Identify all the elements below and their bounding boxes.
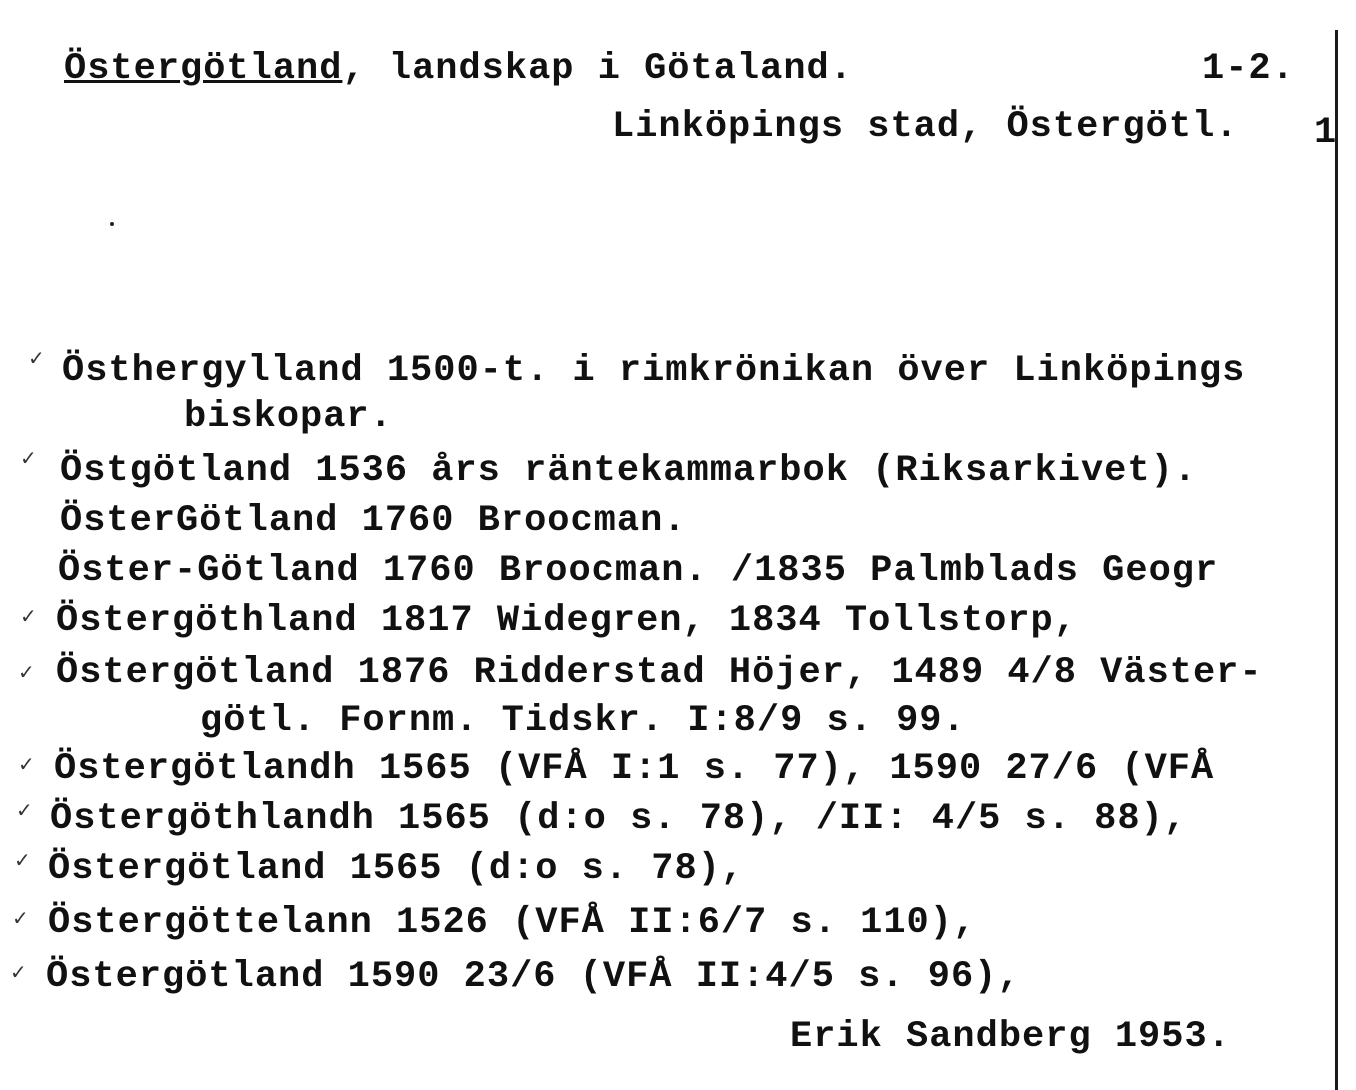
entry-line: Östgötland 1536 års räntekammarbok (Riksarkivet). [60, 450, 1197, 492]
entry-line: götl. Fornm. Tidskr. I:8/9 s. 99. [200, 700, 966, 742]
header-number: 1-2. [1202, 48, 1295, 90]
check-mark: ✓ [28, 346, 45, 370]
entry-line: Östergötland 1590 23/6 (VFÅ II:4/5 s. 96), [46, 956, 1021, 998]
check-mark: ✓ [12, 906, 29, 930]
entry-line: Östergöthlandh 1565 (d:o s. 78), /II: 4/5 s. 88), [50, 798, 1187, 840]
entry-line: Östergöthland 1817 Widegren, 1834 Tollstorp, [56, 600, 1077, 642]
entry-line: Östergötland 1565 (d:o s. 78), [48, 848, 745, 890]
check-mark: ✓ [16, 798, 33, 822]
check-mark: ✓ [20, 604, 37, 628]
header-desc: , landskap i Götaland. [342, 48, 853, 90]
check-mark: ✓ [18, 660, 35, 684]
entry-line: Östhergylland 1500-t. i rimkrönikan över Linköpings [62, 350, 1246, 392]
signature: Erik Sandberg 1953. [790, 1016, 1231, 1058]
header-parish-num: 1 [1314, 112, 1338, 154]
header-parish: Linköpings stad, Östergötl. [612, 106, 1239, 148]
entry-line: Östergötlandh 1565 (VFÅ I:1 s. 77), 1590 27/6 (VFÅ [54, 748, 1215, 790]
check-mark: ✓ [14, 848, 31, 872]
entry-line: ÖsterGötland 1760 Broocman. [60, 500, 687, 542]
entry-line: biskopar. [184, 396, 393, 438]
entry-line: Östergöttelann 1526 (VFÅ II:6/7 s. 110), [48, 902, 977, 944]
ink-dot [110, 222, 114, 226]
card-edge [1335, 30, 1338, 1090]
entry-line: Öster-Götland 1760 Broocman. /1835 Palmblads Geogr [58, 550, 1219, 592]
entry-line: Östergötland 1876 Ridderstad Höjer, 1489 4/8 Väster- [56, 652, 1263, 694]
header-line [64, 48, 853, 90]
check-mark: ✓ [10, 960, 27, 984]
header-name: Östergötland [64, 48, 343, 90]
check-mark: ✓ [18, 752, 35, 776]
check-mark: ✓ [20, 446, 37, 470]
